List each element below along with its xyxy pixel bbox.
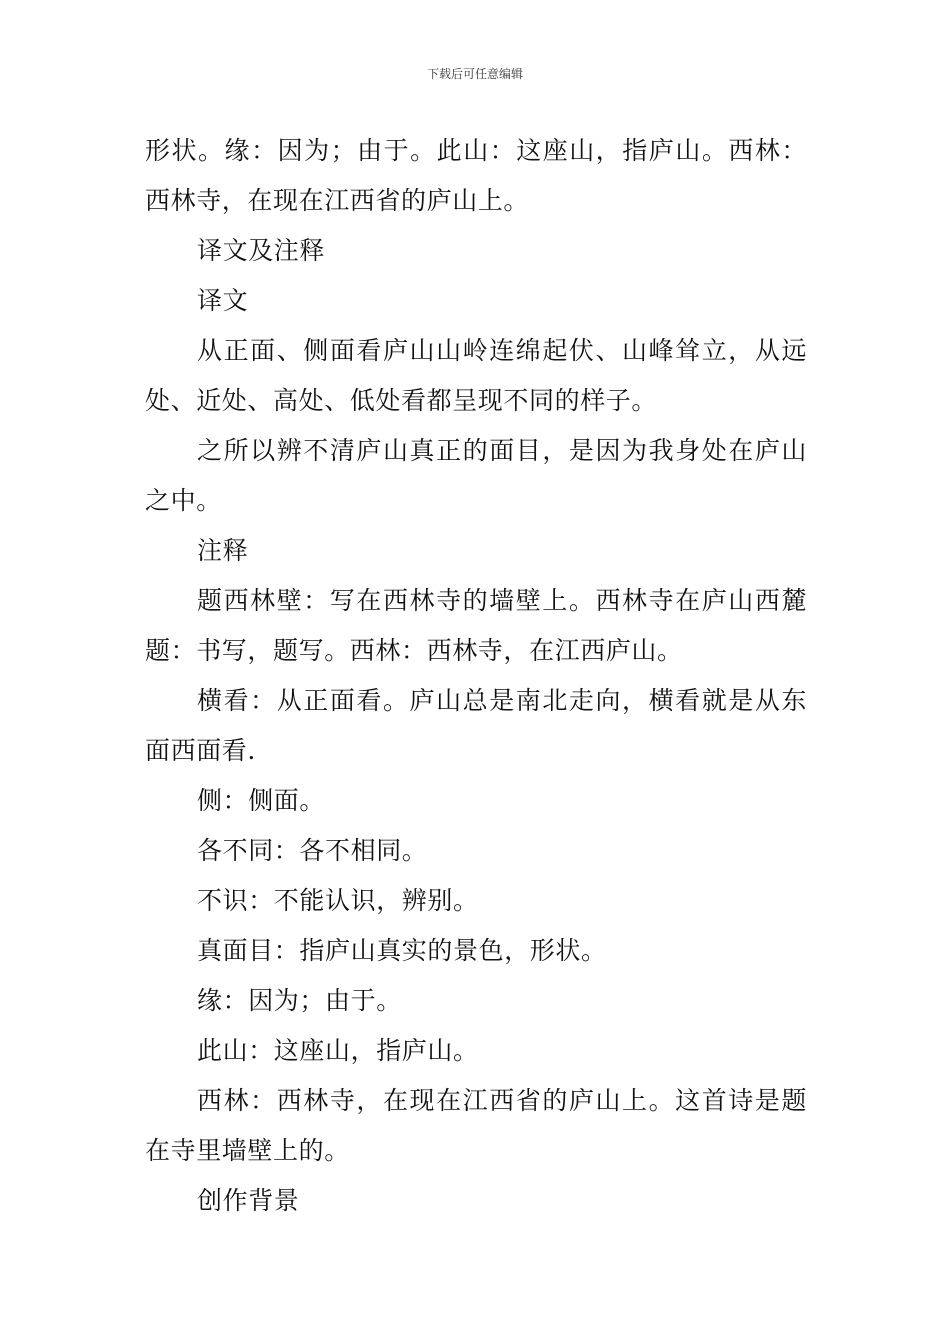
note-item: 侧：侧面。 bbox=[197, 786, 326, 815]
note-item: 缘：因为；由于。 bbox=[197, 986, 402, 1015]
translation-paragraph-2: 之所以辨不清庐山真正的面目，是因为我身处在庐山之中。 bbox=[145, 436, 807, 515]
page-header: 下载后可任意编辑 bbox=[426, 67, 523, 81]
note-item: 横看：从正面看。庐山总是南北走向，横看就是从东面西面看. bbox=[145, 686, 807, 765]
note-item: 真面目：指庐山真实的景色，形状。 bbox=[197, 936, 607, 965]
section-heading-translation-notes: 译文及注释 bbox=[197, 236, 326, 265]
note-item: 题西林壁：写在西林寺的墙壁上。西林寺在庐山西麓题：书写，题写。西林：西林寺，在江西庐山。 bbox=[145, 586, 807, 665]
subheading-notes: 注释 bbox=[197, 536, 249, 565]
document-body bbox=[145, 126, 807, 1226]
note-item: 不识：不能认识，辨别。 bbox=[197, 886, 479, 915]
note-item: 此山：这座山，指庐山。 bbox=[197, 1036, 479, 1065]
section-heading-background: 创作背景 bbox=[197, 1186, 300, 1215]
note-item: 西林：西林寺，在现在江西省的庐山上。这首诗是题在寺里墙壁上的。 bbox=[145, 1086, 807, 1165]
subheading-translation: 译文 bbox=[197, 286, 249, 315]
translation-paragraph-1: 从正面、侧面看庐山山岭连绵起伏、山峰耸立，从远处、近处、高处、低处看都呈现不同的样子。 bbox=[145, 336, 807, 415]
note-item: 各不同：各不相同。 bbox=[197, 836, 428, 865]
paragraph-continuation: 形状。缘：因为；由于。此山：这座山，指庐山。西林：西林寺，在现在江西省的庐山上。 bbox=[145, 136, 807, 215]
